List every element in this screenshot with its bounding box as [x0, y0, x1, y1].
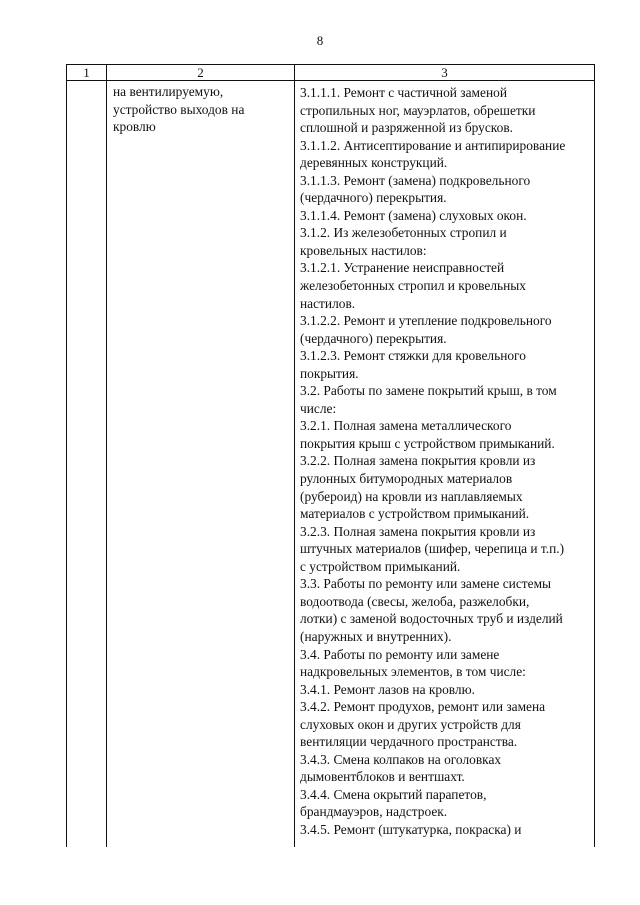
text-line: 3.1.1.1. Ремонт с частичной заменой	[300, 85, 507, 100]
text-line: штучных материалов (шифер, черепица и т.п.)	[300, 541, 565, 557]
text-line: слуховых окон и других устройств для	[300, 716, 521, 732]
column-header-1: 1	[67, 65, 107, 81]
text-line: с устройством примыканий.	[300, 558, 461, 574]
text-line: 3.4.5. Ремонт (штукатурка, покраска) и	[300, 821, 522, 837]
text-line: 3.1.2.2. Ремонт и утепление подкровельного	[300, 313, 552, 329]
text-line: 3.1.1.2. Антисептирование и антипирирование	[300, 137, 566, 153]
text-line: 3.4.2. Ремонт продухов, ремонт или замена	[300, 699, 546, 715]
text-line: брандмауэров, надстроек.	[300, 804, 448, 820]
text-line: на вентилируемую,	[113, 84, 224, 99]
text-line: 3.1.2.1. Устранение неисправностей	[300, 260, 505, 276]
text-line: 3.4.3. Смена колпаков на оголовках	[300, 751, 502, 767]
text-line: 3.2.2. Полная замена покрытия кровли из	[300, 453, 536, 469]
document-table	[66, 64, 595, 847]
text-line: 3.2.3. Полная замена покрытия кровли из	[300, 523, 536, 539]
text-line: стропильных ног, мауэрлатов, обрешетки	[300, 102, 536, 118]
text-line: сплошной и разряженной из брусков.	[300, 120, 513, 136]
text-line: (чердачного) перекрытия.	[300, 330, 447, 346]
text-line: покрытия.	[300, 365, 359, 381]
text-line: кровельных настилов:	[300, 242, 427, 258]
text-line: кровлю	[113, 119, 156, 135]
text-line: (чердачного) перекрытия.	[300, 190, 447, 206]
text-line: рулонных битумородных материалов	[300, 471, 513, 487]
text-line: надкровельных элементов, в том числе:	[300, 664, 526, 680]
text-line: вентиляции чердачного пространства.	[300, 734, 518, 750]
cell-column-1	[67, 81, 107, 848]
cell-column-1-text	[67, 81, 106, 83]
text-line: 3.1.1.4. Ремонт (замена) слуховых окон.	[300, 207, 527, 223]
text-line: числе:	[300, 400, 337, 416]
cell-work-list	[295, 81, 595, 848]
text-line: железобетонных стропил и кровельных	[300, 278, 526, 294]
text-line: 3.4.1. Ремонт лазов на кровлю.	[300, 681, 475, 697]
text-line: 3.1.2. Из железобетонных стропил и	[300, 225, 507, 241]
column-header-3: 3	[295, 65, 595, 81]
cell-work-type	[107, 81, 295, 848]
text-line: водоотвода (свесы, желоба, разжелобки,	[300, 593, 530, 609]
text-line: деревянных конструкций.	[300, 155, 448, 171]
text-line: 3.2. Работы по замене покрытий крыш, в том	[300, 383, 557, 399]
text-line: 3.4. Работы по ремонту или замене	[300, 646, 500, 662]
text-line: устройство выходов на	[113, 101, 245, 117]
text-line: (наружных и внутренних).	[300, 628, 452, 644]
text-line: 3.4.4. Смена окрытий парапетов,	[300, 786, 487, 802]
text-line: материалов с устройством примыканий.	[300, 506, 530, 522]
text-line: настилов.	[300, 295, 356, 311]
text-line: лотки) с заменой водосточных труб и изделий	[300, 611, 563, 627]
text-line: 3.1.2.3. Ремонт стяжки для кровельного	[300, 348, 526, 364]
table-row	[67, 81, 595, 848]
column-header-2: 2	[107, 65, 295, 81]
work-type-text	[107, 81, 294, 136]
text-line: дымовентблоков и вентшахт.	[300, 769, 465, 785]
page-number: 8	[316, 33, 324, 48]
work-list-text	[295, 81, 594, 839]
text-line: (рубероид) на кровли из наплавляемых	[300, 488, 523, 504]
table-header-row	[67, 65, 595, 81]
text-line: 3.2.1. Полная замена металлического	[300, 418, 512, 434]
text-line: 3.3. Работы по ремонту или замене системы	[300, 576, 552, 592]
text-line: 3.1.1.3. Ремонт (замена) подкровельного	[300, 172, 531, 188]
text-line: покрытия крыш с устройством примыканий.	[300, 435, 555, 451]
